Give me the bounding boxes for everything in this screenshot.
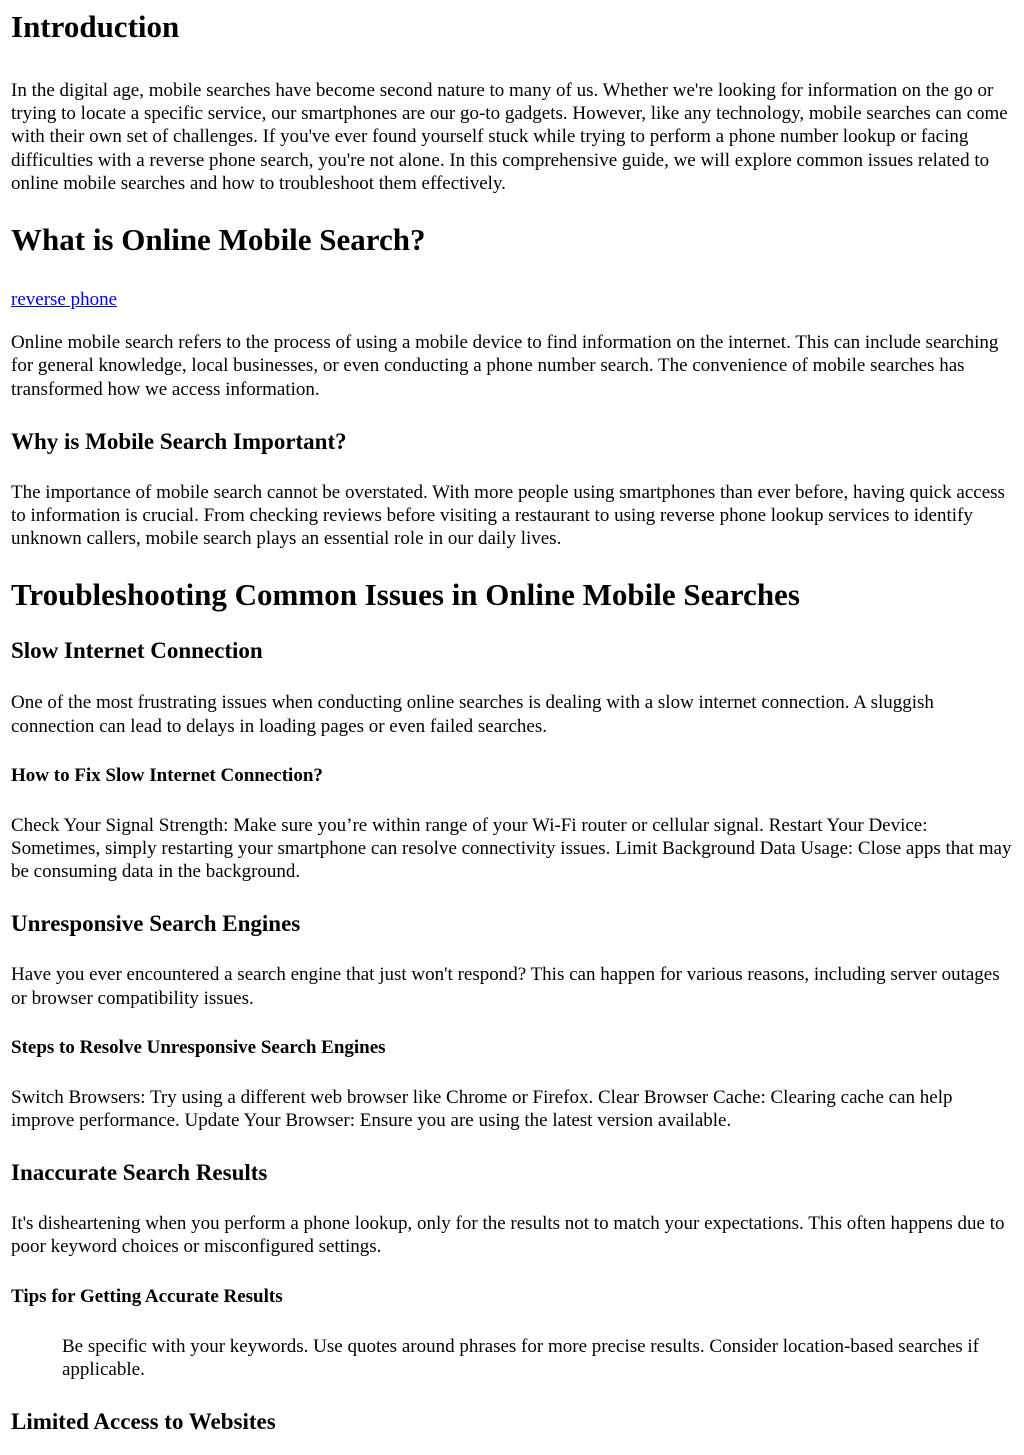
article	[0, 9, 1013, 1435]
reverse-phone-link-wrapper	[11, 288, 1013, 311]
heading-limited-access-to-websites: Limited Access to Websites	[11, 1409, 276, 1435]
heading-how-to-fix-slow-connection: How to Fix Slow Internet Connection?	[11, 764, 323, 786]
reverse-phone-link[interactable]: reverse phone	[11, 289, 118, 311]
heading-troubleshooting: Troubleshooting Common Issues in Online Mobile Searches	[11, 577, 800, 613]
paragraph-what-is-online-mobile-search: Online mobile search refers to the process of using a mobile device to find information on the internet. This can include searching for general knowledge, local businesses, or even conducting a phone number search. The convenience of mobile searches has transformed how we access information.	[11, 332, 999, 400]
paragraph-steps-to-resolve: Switch Browsers: Try using a different web browser like Chrome or Firefox. Clear Browser Cache: Clearing cache can help improve performance. Update Your Browser: Ensure you are using the latest version available.	[11, 1086, 953, 1132]
blockquote-tips-accurate-results: Be specific with your keywords. Use quotes around phrases for more precise results. Consider location-based searches if applicable.	[62, 1335, 980, 1380]
heading-introduction: Introduction	[11, 9, 180, 44]
heading-inaccurate-search-results: Inaccurate Search Results	[11, 1160, 268, 1186]
paragraph-unresponsive-search-engines: Have you ever encountered a search engine that just won't respond? This can happen for various reasons, including server outages or browser compatibility issues.	[11, 964, 1000, 1009]
heading-slow-internet-connection: Slow Internet Connection	[11, 638, 263, 664]
heading-unresponsive-search-engines: Unresponsive Search Engines	[11, 911, 301, 937]
paragraph-inaccurate-search-results: It's disheartening when you perform a phone lookup, only for the results not to match your expectations. This often happens due to poor keyword choices or misconfigured settings.	[11, 1213, 1005, 1258]
paragraph-how-to-fix-slow-connection: Check Your Signal Strength: Make sure you’re within range of your Wi-Fi router or cellular signal. Restart Your Device: Sometimes, simply restarting your smartphone can resolve connectivity issues. Limit Background Data Usage: Close apps that may be consuming data in the background.	[11, 814, 1012, 883]
heading-steps-to-resolve: Steps to Resolve Unresponsive Search Engines	[11, 1036, 386, 1058]
paragraph-introduction: In the digital age, mobile searches have become second nature to many of us. Whether we're looking for information on the go or trying to locate a specific service, our smartphones are our go-to gadgets. However, like any technology, mobile searches can come with their own set of challenges. If you've ever found yourself stuck while trying to perform a phone number lookup or facing difficulties with a reverse phone search, you're not alone. In this comprehensive guide, we will explore common issues related to online mobile searches and how to troubleshoot them effectively.	[11, 80, 1008, 194]
heading-why-mobile-search-important: Why is Mobile Search Important?	[11, 428, 347, 454]
paragraph-why-mobile-search-important: The importance of mobile search cannot be overstated. With more people using smartphones than ever before, having quick access to information is crucial. From checking reviews before visiting a restaurant to using reverse phone lookup services to identify unknown callers, mobile search plays an essential role in our daily lives.	[11, 481, 1005, 550]
paragraph-slow-internet-connection: One of the most frustrating issues when conducting online searches is dealing with a slow internet connection. A sluggish connection can lead to delays in loading pages or even failed searches.	[11, 692, 934, 737]
heading-tips-accurate-results: Tips for Getting Accurate Results	[11, 1285, 283, 1307]
heading-what-is-online-mobile-search: What is Online Mobile Search?	[11, 222, 426, 258]
